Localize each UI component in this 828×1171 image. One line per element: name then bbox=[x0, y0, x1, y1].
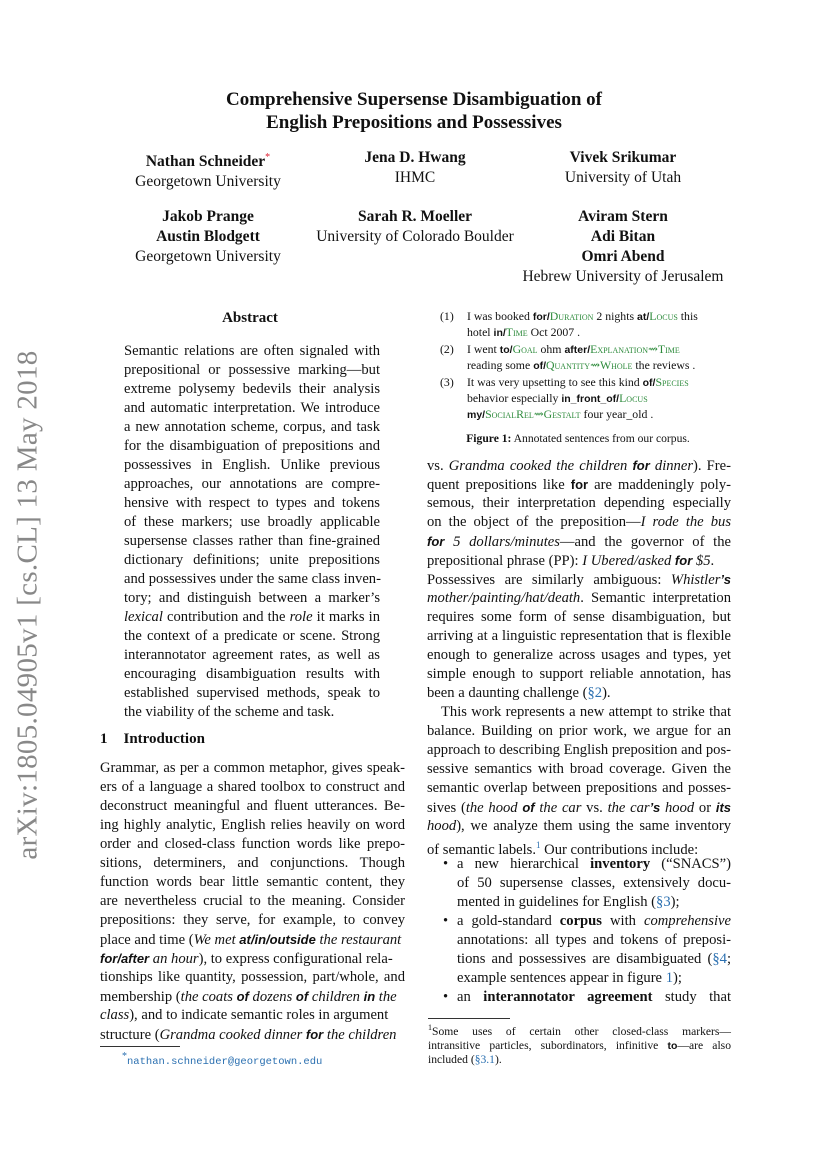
section-heading bbox=[100, 731, 205, 748]
section-link[interactable]: §2 bbox=[587, 685, 603, 701]
text-line: prepositions: they serve, for example, to convey bbox=[100, 912, 405, 928]
abstract-line: prepositional or possessive marking—but bbox=[124, 362, 380, 378]
text-line: arriving at a linguistic representation that is flexible bbox=[427, 628, 731, 644]
abstract-line: and possessives under the same class inven- bbox=[124, 571, 381, 587]
text-line: semous, their interpretation depending especially bbox=[427, 495, 731, 511]
text-line: function words bear little semantic content, they bbox=[100, 874, 405, 890]
author-name: Austin Blodgett bbox=[156, 228, 260, 245]
text-line: on the object of the preposition—I rode the bus bbox=[427, 514, 731, 530]
section-link[interactable]: §3 bbox=[656, 894, 671, 910]
text-line: structure (Grandma cooked dinner for the children bbox=[100, 1027, 397, 1043]
text-line: vs. Grandma cooked the children for dinner). Fre- bbox=[427, 458, 731, 474]
text-line: sives (the hood of the car vs. the car’s hood or its bbox=[427, 800, 732, 816]
bullet-icon: • bbox=[443, 989, 449, 1005]
author-affiliation: Hebrew University of Jerusalem bbox=[522, 268, 724, 285]
text-line: enough to generalize across usages and types, yet bbox=[427, 647, 731, 663]
text-line: class), and to indicate semantic roles in argument bbox=[100, 1007, 389, 1023]
text-line: prepositional phrase (PP): I Ubered/asked for $5. bbox=[427, 553, 715, 569]
list-item: a new hierarchical inventory (“SNACS”) bbox=[457, 856, 731, 872]
list-item-line: mented in guidelines for English (§3); bbox=[457, 894, 680, 910]
figure-caption bbox=[428, 432, 728, 445]
section-number: 1 bbox=[100, 731, 108, 747]
abstract-line: approaches, our annotations are compre- bbox=[124, 476, 380, 492]
author-block-5 bbox=[305, 207, 525, 247]
abstract-line: of these markers; use broadly applicable bbox=[124, 514, 380, 530]
footnote-1: $^1$Some uses of certain other closed-class markers— intransitive particles, subordinators, infinitive to—are also included (§3.1). bbox=[428, 1023, 731, 1066]
text-line: quent prepositions like for are maddeningly poly- bbox=[427, 477, 731, 493]
author-name: Omri Abend bbox=[581, 248, 665, 265]
author-block-4 bbox=[118, 207, 298, 267]
author-name: Aviram Stern bbox=[578, 208, 668, 225]
text-line: Grammar, as per a common metaphor, gives speak- bbox=[100, 760, 405, 776]
text-line: This work represents a new attempt to strike that bbox=[441, 704, 731, 720]
list-item: an interannotator agreement study that bbox=[457, 989, 731, 1005]
text-line: are nevertheless crucial to the meaning. Consider bbox=[100, 893, 405, 909]
text-line: of semantic labels.$^1$ Our contributions include: bbox=[427, 840, 699, 858]
footnote-rule bbox=[100, 1046, 180, 1047]
figure-link[interactable]: 1 bbox=[665, 970, 673, 986]
title-line-2: English Prepositions and Possessives bbox=[266, 112, 562, 133]
abstract-line: for the disambiguation of prepositions and bbox=[124, 438, 380, 454]
section-link[interactable]: §3.1 bbox=[474, 1052, 495, 1066]
text-line: ers of a language a shared toolbox to construct and bbox=[100, 779, 405, 795]
author-affiliation: University of Utah bbox=[564, 169, 682, 186]
footnote-rule bbox=[428, 1018, 510, 1019]
text-line: approach to describing English preposition and pos- bbox=[427, 742, 731, 758]
abstract-line: and automatic interpretation. We introduce bbox=[124, 400, 380, 416]
bullet-icon: • bbox=[443, 856, 449, 872]
list-item-line: of 50 supersense classes, extensively docu- bbox=[457, 875, 731, 891]
author-block-1 bbox=[118, 148, 298, 192]
author-name: Jena D. Hwang bbox=[364, 149, 466, 166]
text-line: requires some form of sense disambiguation, but bbox=[427, 609, 731, 625]
author-block-3 bbox=[533, 148, 713, 188]
abstract-line: the context of a predicate or scene. Strong bbox=[124, 628, 380, 644]
section-title: Introduction bbox=[123, 731, 205, 747]
right-column bbox=[427, 456, 731, 1016]
example-1: I was booked for/Duration 2 nights at/Locus this hotel in/Time Oct 2007 . bbox=[467, 309, 698, 339]
text-line: ing highly analytic, English relies heavily on word bbox=[100, 817, 405, 833]
abstract-line: Semantic relations are often signaled with bbox=[124, 343, 380, 359]
text-line: simple enough to support reliable annotation, has bbox=[427, 666, 731, 682]
author-affiliation: IHMC bbox=[394, 169, 436, 186]
text-line: Possessives are similarly ambiguous: Whistler’s bbox=[427, 572, 731, 588]
author-name: Sarah R. Moeller bbox=[357, 208, 473, 225]
abstract-line: established supervised methods, speak to bbox=[124, 685, 380, 701]
text-line: sitions, determiners, and conjunctions. Though bbox=[100, 855, 405, 871]
paper-title bbox=[0, 88, 828, 134]
abstract-line: extreme polysemy bedevils their analysis bbox=[124, 381, 380, 397]
list-item-line: annotations: all types and tokens of preposi- bbox=[457, 932, 731, 948]
abstract-line: supersense classes rather than fine-grained bbox=[124, 533, 380, 549]
text-line: semantic overlap between prepositions and posses- bbox=[427, 780, 731, 796]
author-affiliation: Georgetown University bbox=[135, 248, 281, 265]
abstract-line: interannotator agreement rates, as well as bbox=[124, 647, 380, 663]
text-line: hood), we analyze them using the same inventory bbox=[427, 818, 731, 834]
author-affiliation: University of Colorado Boulder bbox=[316, 228, 514, 245]
author-name: Jakob Prange bbox=[162, 208, 254, 225]
title-line-1: Comprehensive Supersense Disambiguation of bbox=[226, 89, 602, 110]
intro-paragraph bbox=[100, 759, 405, 1049]
figure-examples bbox=[0, 309, 828, 429]
abstract-line: dictionary definitions; unite prepositions bbox=[124, 552, 380, 568]
abstract-heading: Abstract bbox=[222, 310, 278, 326]
text-line: sessive semantics with broad coverage. Given the bbox=[427, 761, 731, 777]
author-affiliation: Georgetown University bbox=[135, 173, 281, 191]
author-name: Adi Bitan bbox=[590, 228, 656, 245]
example-3: It was very upsetting to see this kind of/Species behavior especially in_front_of/Locus my/SocialRel⇝Gestalt four year_old . bbox=[467, 375, 689, 421]
list-item: a gold-standard corpus with comprehensive bbox=[457, 913, 731, 929]
abstract-line: a new annotation scheme, corpus, and task bbox=[124, 419, 380, 435]
footnote-mark: * bbox=[265, 152, 271, 163]
list-item-line: tions and possessives are disambiguated (§4; bbox=[457, 951, 731, 967]
figure-caption-text: Annotated sentences from our corpus. bbox=[511, 432, 690, 445]
text-line: deconstruct meaningful and fluent utterances. Be- bbox=[100, 798, 405, 814]
text-line: for 5 dollars/minutes—and the governor of the bbox=[427, 534, 731, 550]
text-line: tionships like quantity, possession, part/whole, and bbox=[100, 969, 405, 985]
author-name: Nathan Schneider bbox=[145, 153, 266, 171]
author-name: Vivek Srikumar bbox=[569, 149, 677, 166]
abstract-line: lexical contribution and the role it marks in bbox=[124, 609, 380, 625]
abstract-line: hensive with respect to types and tokens bbox=[124, 495, 380, 511]
text-line: been a daunting challenge (§2). bbox=[427, 685, 611, 701]
author-block-6 bbox=[513, 207, 733, 287]
bullet-icon: • bbox=[443, 913, 449, 929]
example-number: (2) bbox=[440, 342, 454, 356]
text-line: place and time (We met at/in/outside the restaurant bbox=[100, 932, 402, 948]
abstract-line: possessives in English. Unlike previous bbox=[124, 457, 380, 473]
example-number: (1) bbox=[440, 309, 454, 323]
text-line: membership (the coats of dozens of children in the bbox=[100, 989, 397, 1005]
abstract-line: tory; and distinguish between a marker’s bbox=[124, 590, 380, 606]
abstract-line: the viability of the scheme and task. bbox=[124, 704, 335, 720]
figure-label: Figure 1: bbox=[466, 432, 512, 445]
section-link[interactable]: §4 bbox=[712, 951, 727, 967]
email-link[interactable]: nathan.schneider@georgetown.edu bbox=[127, 1055, 323, 1068]
example-number: (3) bbox=[440, 375, 454, 389]
footnote-email: *nathan.schneider@georgetown.edu bbox=[122, 1051, 323, 1068]
example-2: I went to/Goal ohm after/Explanation⇝Time reading some of/Quantity⇝Whole the reviews . bbox=[467, 342, 696, 372]
text-line: balance. Building on prior work, we argue for an bbox=[427, 723, 731, 739]
abstract-line: encouraging disambiguation results with bbox=[124, 666, 380, 682]
list-item-line: example sentences appear in figure 1); bbox=[457, 970, 682, 986]
text-line: for/after an hour), to express configurational rela- bbox=[100, 951, 393, 967]
arxiv-stamp-text: arXiv:1805.04905v1 [cs.CL] 13 May 2018 bbox=[11, 350, 44, 860]
author-block-2 bbox=[325, 148, 505, 188]
text-line: mother/painting/hat/death. Semantic interpretation bbox=[427, 590, 731, 606]
text-line: order and closed-class function words like prepo- bbox=[100, 836, 405, 852]
footnote-ref[interactable]: 1 bbox=[536, 840, 541, 850]
